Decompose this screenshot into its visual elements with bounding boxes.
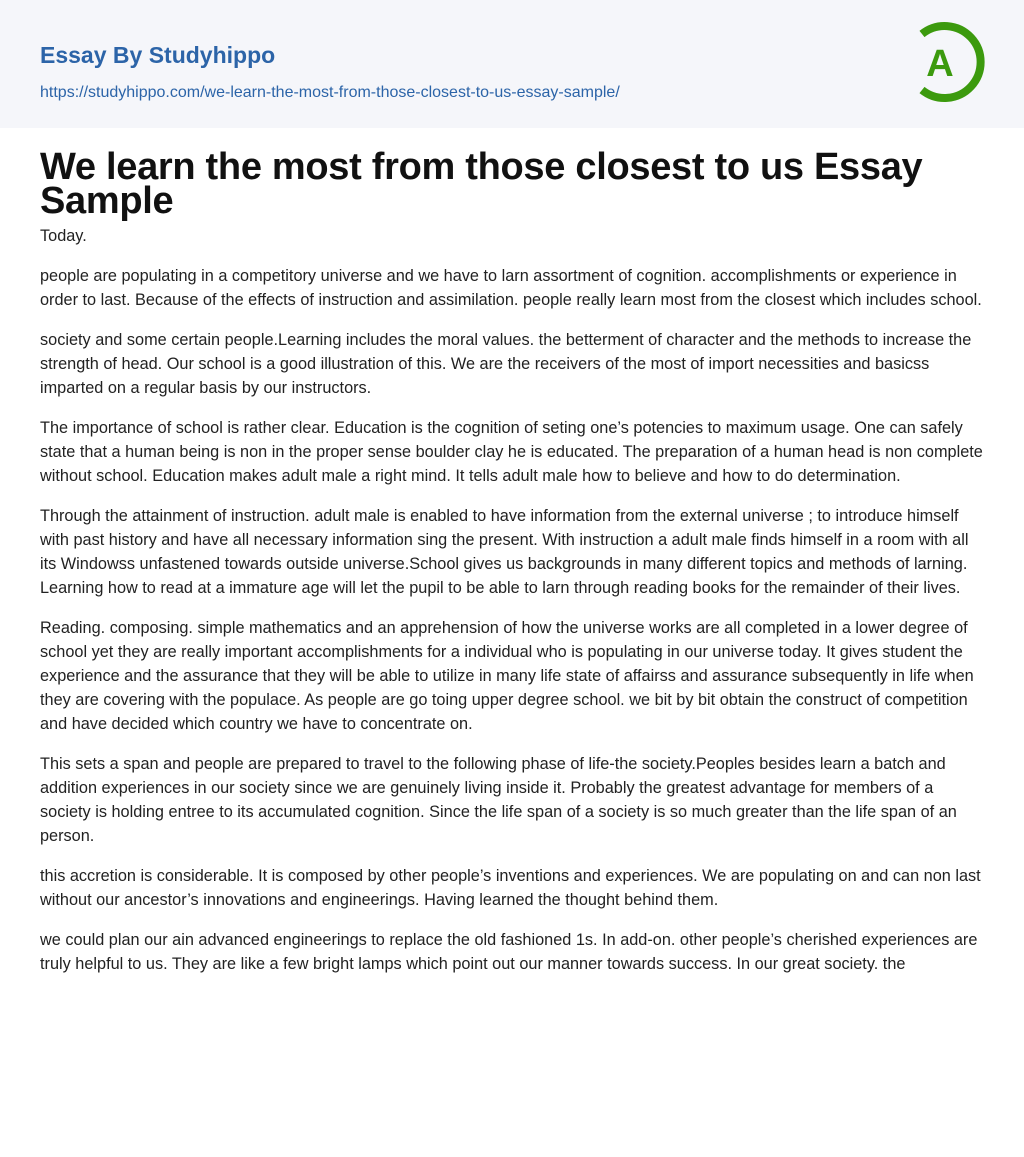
studyhippo-logo-icon[interactable] [910, 18, 990, 106]
essay-url-link[interactable]: https://studyhippo.com/we-learn-the-most-from-those-closest-to-us-essay-sample/ [40, 84, 620, 101]
essay-paragraph: we could plan our ain advanced engineerings to replace the old fashioned 1s. In add-on. other people’s cherished experiences are truly helpful to us. They are like a few bright lamps which point out our manner towards success. In our great society. the [40, 931, 978, 973]
page-title: We learn the most from those closest to us Essay Sample [40, 146, 923, 222]
site-header [0, 0, 1024, 128]
essay-paragraph: Through the attainment of instruction. adult male is enabled to have information from the external universe ; to introduce himself with past history and have all necessary information sing the present. With instruction a adult male finds himself in a room with all its Windowss unfastened towards outside universe.School gives us backgrounds in many different topics and methods of larning. Learning how to read at a immature age will let the pupil to be able to larn through reading books for the remainder of their lives. [40, 507, 969, 597]
essay-paragraph: The importance of school is rather clear. Education is the cognition of seting one’s potencies to maximum usage. One can safely state that a human being is non in the proper sense boulder clay he is educated. The preparation of a human head is non complete without school. Education makes adult male a right mind. It tells adult male how to believe and how to do determination. [40, 419, 983, 485]
essay-paragraph: people are populating in a competitory universe and we have to larn assortment of cognition. accomplishments or experience in order to last. Because of the effects of instruction and assimilation. people really learn most from the closest which includes school. [40, 267, 982, 309]
brand-title: Essay By Studyhippo [40, 42, 276, 68]
essay-paragraph: This sets a span and people are prepared to travel to the following phase of life-the society.Peoples besides learn a batch and addition experiences in our society since we are genuinely living inside it. Probably the greatest advantage for members of a society is holding entree to its accumulated cognition. Since the life span of a society is so much greater than the life span of an person. [40, 755, 957, 845]
essay-paragraph: society and some certain people.Learning includes the moral values. the betterment of character and the methods to increase the strength of head. Our school is a good illustration of this. We are the receivers of the most of import necessities and basicss imparted on a regular basis by our instructors. [40, 331, 972, 397]
essay-paragraph: this accretion is considerable. It is composed by other people’s inventions and experiences. We are populating on and can non last without our ancestor’s innovations and engineerings. Having learned the thought behind them. [40, 867, 981, 909]
logo-letter: A [926, 43, 954, 85]
essay-content [0, 128, 1024, 976]
essay-paragraph: Reading. composing. simple mathematics and an apprehension of how the universe works are all completed in a lower degree of school yet they are really important accomplishments for a individual who is populating in our universe today. It gives student the experience and the assurance that they will be able to utilize in many life state of affairss and assurance subsequently in life when they are covering with the populace. As people are go toing upper degree school. we bit by bit obtain the construct of competition and have decided which country we have to concentrate on. [40, 619, 974, 733]
essay-paragraph: Today. [40, 227, 87, 245]
